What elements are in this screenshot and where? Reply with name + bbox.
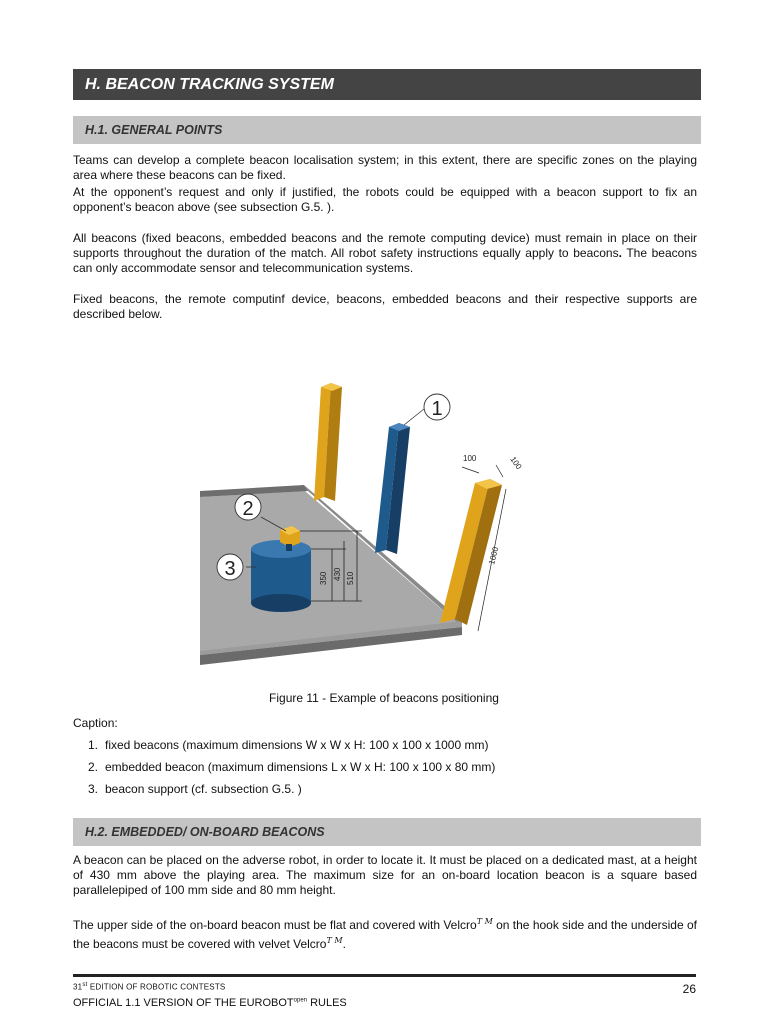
beacon-support-bottom	[251, 594, 311, 612]
caption-list	[88, 738, 495, 804]
support-dim-350: 350	[319, 571, 328, 585]
footer-edition: 31st EDITION OF ROBOTIC CONTESTS	[73, 982, 226, 992]
footer-version: OFFICIAL 1.1 VERSION OF THE $EUROBOT^{open}$ RULES	[73, 997, 347, 1009]
paragraph-velcro: The upper side of the on-board beacon must be flat and covered with Velcro$^{T M}$ on the hook side and the underside of the beacons must be covered with velvet Velcro$^{T M}$.	[73, 917, 697, 951]
list-item: 1. fixed beacons (maximum dimensions W x W x H: 100 x 100 x 1000 mm)	[88, 738, 489, 752]
page-number: 26	[682, 982, 696, 996]
footer-divider	[73, 974, 696, 977]
embedded-beacon-stem	[286, 544, 292, 551]
fixed-dim-height: 1000	[487, 546, 501, 566]
paragraph-zones: Teams can develop a complete beacon localisation system; in this extent, there are specific zones on the playing area where these beacons can be fixed.	[73, 153, 697, 182]
figure-caption: Figure 11 - Example of beacons positioning	[269, 691, 499, 705]
paragraph-opponent-support: At the opponent’s request and only if justified, the robots could be equipped with a beacon support to fix an opponent’s beacon above (see subsection G.5. ).	[73, 185, 697, 214]
support-dim-510: 510	[346, 571, 355, 585]
paragraph-onboard-beacon: A beacon can be placed on the adverse robot, in order to locate it. It must be placed on a dedicated mast, at a height of 430 mm above the playing area. The maximum size for an on-board location beacon is a square based parallelepiped of 100 mm side and 80 mm height.	[73, 853, 697, 897]
beacons-figure	[200, 345, 545, 675]
section-title: H. BEACON TRACKING SYSTEM	[73, 69, 701, 100]
fixed-dim-width: 100	[463, 454, 477, 463]
paragraph-beacons-in-place: All beacons (fixed beacons, embedded beacons and the remote computing device) must remain in place on their supports throughout the duration of the match. All robot safety instructions equally apply to beacons. The beacons can only accommodate sensor and telecommunication systems.	[73, 231, 697, 275]
subsection-heading-general-points: H.1. GENERAL POINTS	[73, 116, 701, 144]
paragraph-described-below: Fixed beacons, the remote computinf device, beacons, embedded beacons and their respective supports are described below.	[73, 292, 697, 321]
fixed-dim-depth: 100	[508, 454, 524, 472]
callout-2-label: 2	[242, 498, 254, 520]
callout-1-label: 1	[431, 398, 443, 420]
support-dim-430: 430	[333, 567, 342, 581]
callout-3-label: 3	[224, 558, 236, 580]
subsection-heading-embedded: H.2. EMBEDDED/ ON-BOARD BEACONS	[73, 818, 701, 846]
beacon-support-top	[251, 540, 311, 558]
list-item: 2. embedded beacon (maximum dimensions L x W x H: 100 x 100 x 80 mm)	[88, 760, 496, 774]
list-item: 3. beacon support (cf. subsection G.5. )	[88, 782, 302, 796]
caption-label: Caption:	[73, 716, 118, 730]
